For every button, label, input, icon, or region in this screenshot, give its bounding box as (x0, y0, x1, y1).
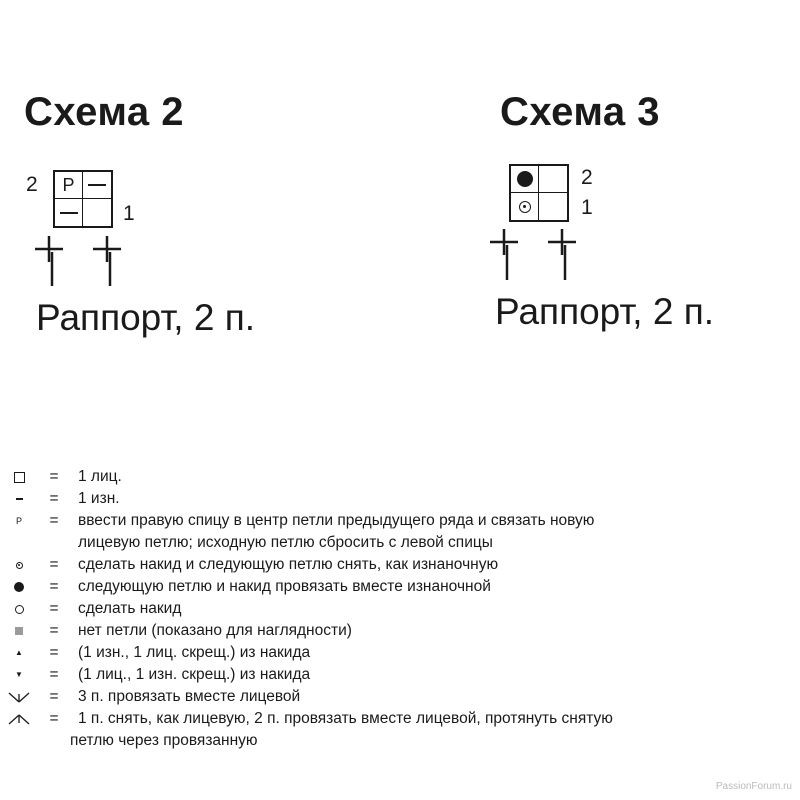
legend-text: 3 п. провязать вместе лицевой (78, 688, 301, 705)
scheme-3-cell-filled-circle (511, 166, 539, 193)
legend-text-continued: лицевую петлю; исходную петлю сбросить с левой спицы (78, 534, 493, 551)
scheme-3-repeat-markers (486, 224, 586, 284)
legend-text: сделать накид и следующую петлю снять, как изнаночную (78, 556, 499, 573)
legend-item-purl (8, 488, 798, 510)
legend-text: нет петли (показано для наглядности) (78, 622, 352, 639)
legend-item-cross-knit-purl (8, 664, 798, 686)
p-symbol: P (62, 175, 75, 195)
decrease-slip-icon (8, 708, 30, 730)
equals-sign: = (49, 556, 59, 573)
triangle-down-icon: ▼ (15, 670, 23, 679)
legend-item-sk2p (8, 708, 798, 730)
repeat-marker-right-icon (93, 236, 121, 286)
equals-sign: = (49, 468, 59, 485)
open-circle-icon (8, 598, 30, 620)
legend-item-k3tog (8, 686, 798, 708)
scheme-3-cell-empty-top (539, 166, 567, 193)
legend-item-yarn-over (8, 598, 798, 620)
scheme-3-row-number-1: 1 (581, 196, 593, 219)
scheme-3-cell-empty-bottom (539, 193, 567, 220)
legend-item-purl-together (8, 576, 798, 598)
scheme-2-cell-purl-top (83, 172, 111, 199)
scheme-3-cell-dotted-circle (511, 193, 539, 220)
legend-text: сделать накид (78, 600, 182, 617)
scheme-2-title: Схема 2 (24, 90, 185, 134)
legend-text: следующую петлю и накид провязать вместе изнаночной (78, 578, 491, 595)
purl-dash-icon (60, 212, 78, 214)
equals-sign: = (49, 600, 59, 617)
purl-dash-icon (88, 184, 106, 186)
legend-item-knit (8, 466, 798, 488)
repeat-marker-right-icon (548, 229, 576, 280)
decrease-3-together-icon (8, 686, 30, 708)
legend-text: 1 лиц. (78, 468, 122, 485)
equals-sign: = (49, 490, 59, 507)
filled-circle-icon (8, 576, 30, 598)
legend-item-sk2p-continued (8, 730, 798, 752)
scheme-3-row-number-2: 2 (581, 166, 593, 189)
equals-sign: = (49, 644, 59, 661)
equals-sign: = (49, 666, 59, 683)
scheme-2-cell-p (55, 172, 83, 199)
scheme-2-rapport-label: Раппорт, 2 п. (36, 297, 256, 338)
repeat-marker-left-icon (35, 236, 63, 286)
legend-item-p-stitch-continued (8, 532, 798, 554)
scheme-2-cell-purl-bottom (55, 199, 83, 226)
scheme-3-rapport-label: Раппорт, 2 п. (495, 291, 715, 332)
grey-square-icon (8, 620, 30, 642)
scheme-3-chart-grid (509, 164, 569, 222)
repeat-marker-left-icon (490, 229, 518, 280)
scheme-2-repeat-markers (30, 230, 130, 290)
legend-item-yo-slip (8, 554, 798, 576)
scheme-2-chart-grid (53, 170, 113, 228)
equals-sign: = (49, 622, 59, 639)
symbol-legend (8, 466, 798, 752)
scheme-2-row-number-1: 1 (123, 202, 135, 225)
equals-sign: = (49, 688, 59, 705)
empty-square-icon (8, 466, 30, 488)
triangle-up-icon: ▲ (15, 648, 23, 657)
dash-icon (8, 488, 30, 510)
legend-text: 1 изн. (78, 490, 120, 507)
equals-sign: = (49, 710, 59, 727)
scheme-2-cell-empty (83, 199, 111, 226)
legend-item-p-stitch (8, 510, 798, 532)
legend-text: ввести правую спицу в центр петли предыдущего ряда и связать новую (78, 512, 595, 529)
filled-circle-icon (517, 171, 533, 187)
legend-text-continued: петлю через провязанную (70, 732, 258, 749)
dotted-circle-icon (8, 554, 30, 576)
equals-sign: = (49, 578, 59, 595)
legend-text: (1 лиц., 1 изн. скрещ.) из накида (78, 666, 311, 683)
dotted-circle-icon (519, 201, 531, 213)
equals-sign: = (49, 512, 59, 529)
legend-item-no-stitch (8, 620, 798, 642)
legend-text: (1 изн., 1 лиц. скрещ.) из накида (78, 644, 311, 661)
legend-text: 1 п. снять, как лицевую, 2 п. провязать вместе лицевой, протянуть снятую (78, 710, 613, 727)
scheme-2-row-number-2: 2 (26, 173, 38, 196)
scheme-3-title: Схема 3 (500, 90, 661, 134)
p-letter-icon: P (15, 516, 22, 526)
legend-item-cross-purl-knit (8, 642, 798, 664)
watermark: PassionForum.ru (715, 781, 792, 792)
